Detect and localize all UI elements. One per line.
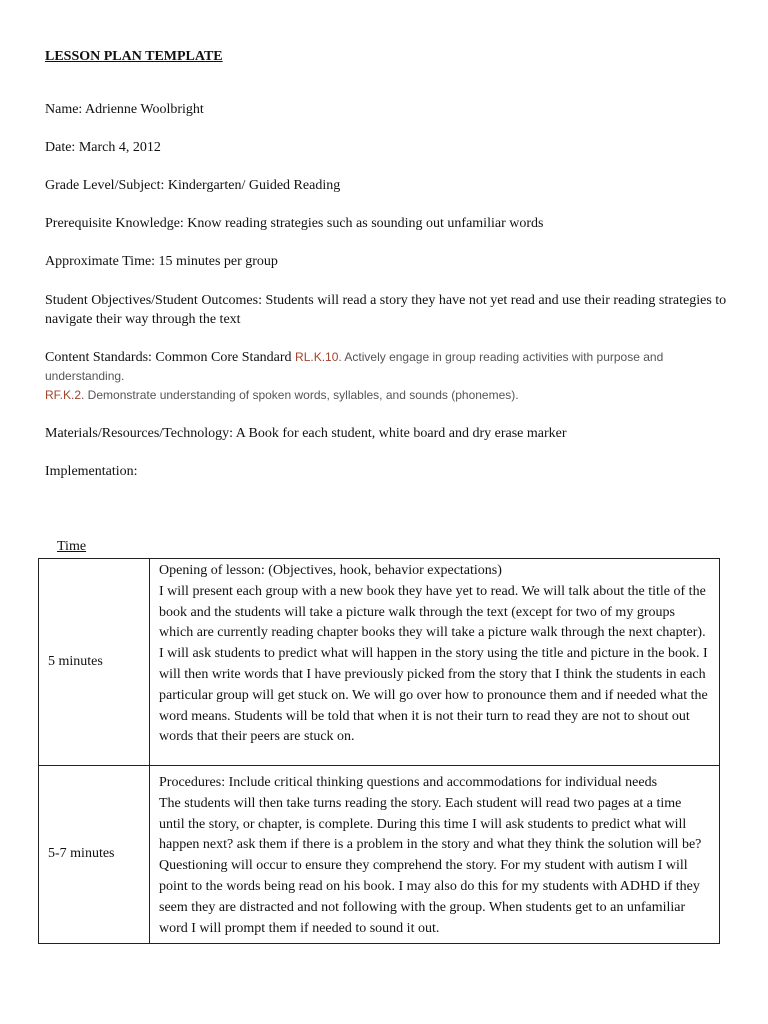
grade-field: Grade Level/Subject: Kindergarten/ Guided Reading [45,178,341,193]
time-column-heading: Time [57,539,87,554]
row-text: I will present each group with a new book they have yet to read. We will talk about the title of the book and the students will take a picture walk through the text (except for two of my groups which are currently reading chapter books they will take a picture walk through the next chapter). I will ask students to predict what will happen in the story using the title and picture in the book. I will then write words that I have previously picked from the story that I think the students in each particular group will get stuck on. We will go over how to pronounce them and if needed what the word means. Students will be told that when it is not their turn to read they are not to shout out words that their peers are stuck on. [159,583,708,745]
row-heading: Procedures: Include critical thinking questions and accommodations for individual needs [159,775,658,790]
table-row [39,766,720,944]
objectives-field: Student Objectives/Student Outcomes: Students will read a story they have not yet read and use their reading strategies to navigate their way through the text [45,293,727,327]
table-row [39,559,720,766]
row-description [150,766,720,944]
name-field: Name: Adrienne Woolbright [45,102,204,117]
row-time: 5-7 minutes [39,766,150,944]
standard-code-rf-k-2: RF.K.2 [45,388,82,402]
standard-code-rl-k-10: RL.K.10 [295,350,339,364]
standard-text-rf-k-2: . Demonstrate understanding of spoken words, syllables, and sounds (phonemes). [81,388,519,402]
content-standards-field [45,348,735,405]
row-text: The students will then take turns reading the story. Each student will read two pages at a time until the story, or chapter, is complete. During this time I will ask students to predict what will happen next? ask them if there is a problem in the story and what they think the solution will be? Questioning will occur to ensure they comprehend the story. For my student with autism I will point to the words being read on his book. I may also do this for my students with ADHD if they seem they are distracted and not following with the group. When students get to an unfamiliar word I will prompt them if needed to sound it out. [159,795,702,936]
standard-text-rl-k-10: . Actively engage in group reading activities with purpose and understanding. [45,350,664,383]
prerequisite-field: Prerequisite Knowledge: Know reading strategies such as sounding out unfamiliar words [45,216,544,231]
date-field: Date: March 4, 2012 [45,140,161,155]
implementation-field: Implementation: [45,464,138,479]
lesson-plan-table [38,558,720,944]
row-time: 5 minutes [39,559,150,766]
time-field: Approximate Time: 15 minutes per group [45,254,278,269]
materials-field: Materials/Resources/Technology: A Book for each student, white board and dry erase marker [45,426,567,441]
row-heading: Opening of lesson: (Objectives, hook, behavior expectations) [159,563,502,578]
row-description [150,559,720,766]
document-title: LESSON PLAN TEMPLATE [45,49,223,64]
content-standards-label: Content Standards: Common Core Standard [45,350,296,365]
